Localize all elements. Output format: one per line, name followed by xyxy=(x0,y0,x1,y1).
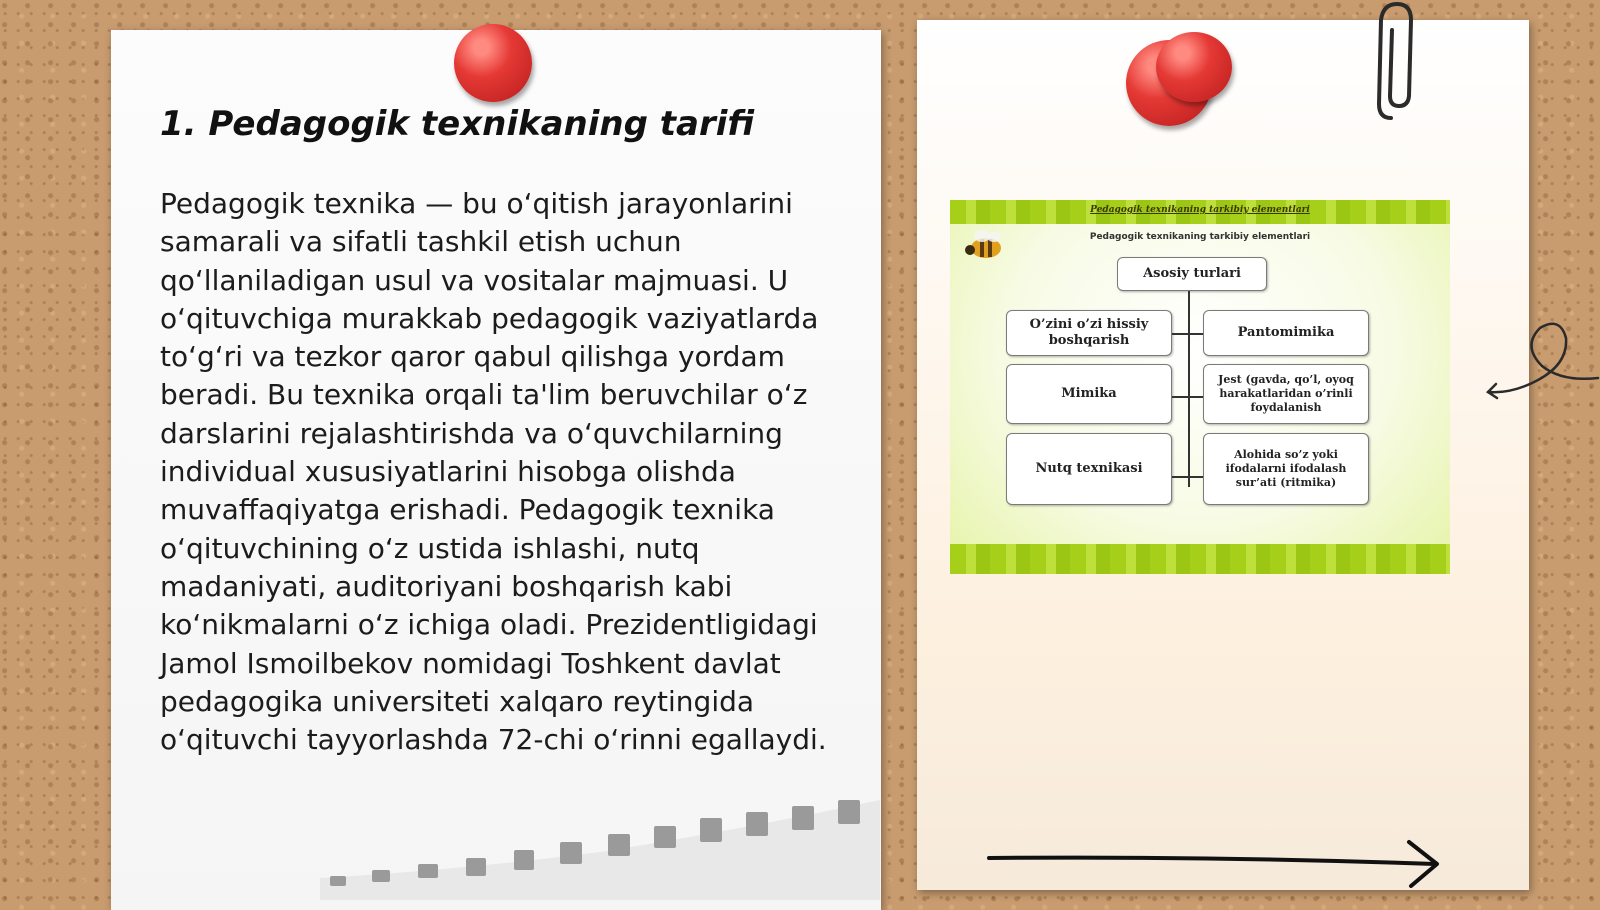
diagram-left-box-1: O’zini o’zi hissiy boshqarish xyxy=(1006,310,1172,356)
diagram-right-box-1: Pantomimika xyxy=(1203,310,1369,356)
curl-arrow-icon xyxy=(1482,310,1600,410)
diagram-left-box-2: Mimika xyxy=(1006,364,1172,424)
diagram-connector xyxy=(1188,291,1190,487)
diagram-right-box-3: Alohida so’z yoki ifodalarni ifodalash sur’ati (ritmika) xyxy=(1203,433,1369,505)
diagram-connector xyxy=(1172,396,1203,398)
diagram-right-box-2: Jest (gavda, qo’l, oyoq harakatlaridan o’rinli foydalanish xyxy=(1203,364,1369,424)
diagram-top-band xyxy=(950,200,1450,224)
arrow-right-icon xyxy=(985,838,1445,888)
bee-icon xyxy=(962,228,1008,262)
slide-body-text: Pedagogik texnika — bu o‘qitish jarayonlarini samarali va sifatli tashkil etish uchun qo‘llaniladigan usul va vositalar majmuasi. U o‘qituvchiga murakkab pedagogik vaziyatlarda to‘g‘ri va tezkor qaror qabul qilishga yordam beradi. Bu texnika orqali ta'lim beruvchilar o‘z darslarini rejalashtirishda va o‘quvchilarning individual xususiyatlarini hisobga olishda muvaffaqiyatga erishadi. Pedagogik texnika o‘qituvchining o‘z ustida ishlashi, nutq madaniyati, auditoriyani boshqarish kabi ko‘nikmalarni o‘z ichiga oladi. Prezidentligidagi Jamol Ismoilbekov nomidagi Toshkent davlat pedagogika universiteti xalqaro reytingida o‘qituvchi tayyorlashda 72-chi o‘rinni egallaydi. xyxy=(160,187,827,757)
torn-paper-edge xyxy=(320,800,880,900)
pushpin-icon xyxy=(1156,32,1232,102)
diagram-bottom-band xyxy=(950,544,1450,574)
diagram-root-box: Asosiy turlari xyxy=(1117,257,1267,291)
diagram-connector xyxy=(1172,333,1203,335)
pushpin-icon xyxy=(454,24,532,102)
slide-title: 1. Pedagogik texnikaning tarifi xyxy=(160,104,755,144)
diagram-subtitle: Pedagogik texnikaning tarkibiy elementlari xyxy=(1089,232,1311,242)
paperclip-icon xyxy=(1375,0,1425,130)
diagram-header: Pedagogik texnikaning tarkibiy elementlari xyxy=(1090,205,1310,215)
diagram-connector xyxy=(1172,476,1203,478)
diagram-image xyxy=(950,200,1450,574)
diagram-left-box-3: Nutq texnikasi xyxy=(1006,433,1172,505)
